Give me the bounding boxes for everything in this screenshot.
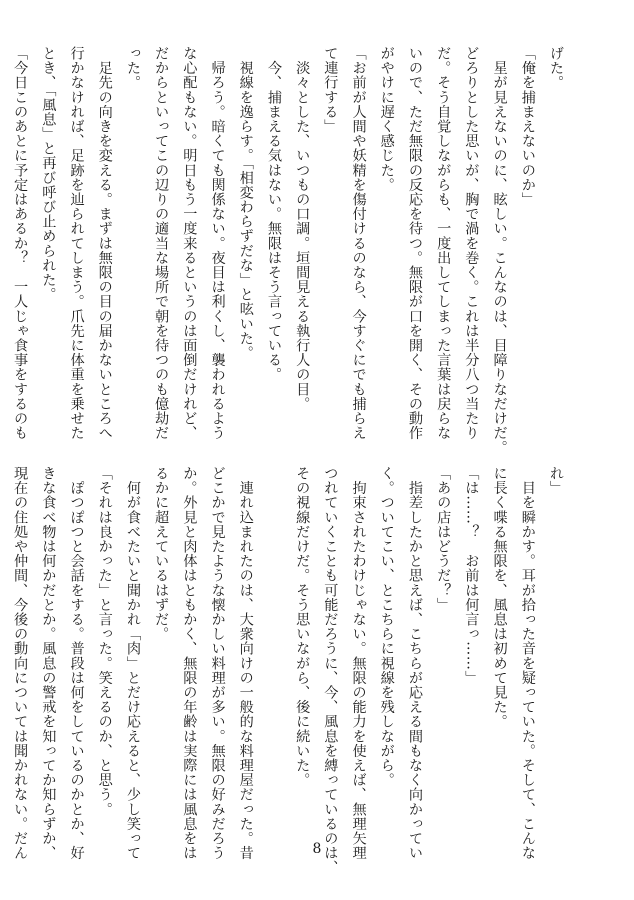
text-line: な心配もない。明日もう一度来るというのは面倒だけれど、 (181, 46, 198, 441)
text-line: げた。 (548, 46, 564, 90)
text-line (0, 466, 6, 846)
text-line: く。ついてこい、とこちらに視線を残しながら。 (378, 466, 395, 788)
text-line: 指差したかと思えば、こちらが応える間もなく向かってい (406, 466, 423, 861)
text-line: 「は……？ お前は何言っ……」 (463, 466, 480, 685)
text-line: 淡々とした、いつもの口調。垣間見える執行人の目。 (294, 46, 311, 411)
text-line: 「お前が人間や妖精を傷付けるのなら、今すぐにでも捕らえ (350, 46, 367, 441)
text-line: 「それは良かった」と言った。笑えるのか、と思う。 (96, 466, 113, 817)
text-line: 今、捕まえる気はない。無限はそう言っている。 (265, 46, 282, 382)
text-line: 星が見えないのに、眩しい。こんなのは、目障りなだけだ。 (491, 46, 508, 455)
text-line: 足先の向きを変える。まずは無限の目の届かないところへ (96, 46, 113, 441)
text-line: るかに超えているはずだ。 (153, 466, 170, 642)
text-line: て連行する」 (322, 46, 339, 134)
text-line: 「今日このあとに予定はあるか？ 一人じゃ食事をするのも (12, 46, 29, 441)
text-line: に長く喋る無限を、風息は初めて見た。 (491, 466, 508, 729)
text-line: 拘束されたわけじゃない。無限の能力を使えば、無理矢理 (350, 466, 367, 861)
text-line: きな食べ物は何かだとか。風息の警戒を知ってか知らずか、 (40, 466, 57, 861)
text-line: いので、ただ無限の反応を待つ。無限が口を開く、その動作 (406, 46, 423, 441)
text-line: 「俺を捕まえないのか」 (519, 46, 536, 207)
text-line: 「あの店はどうだ？」 (435, 466, 452, 612)
page-number: 8 (312, 841, 322, 857)
text-line: ぽつぽつと会話をする。普段は何をしているのかとか、好 (68, 466, 85, 861)
text-line: れ」 (548, 466, 564, 496)
text-block-upper (12, 46, 570, 455)
text-line: だ。そう自覚しながらも、一度出してしまった言葉は戻らな (435, 46, 452, 441)
text-line (0, 46, 6, 430)
text-line: どこかで見たような懐かしい料理が多い。無限の好みだろう (209, 466, 226, 861)
text-line: か。外見と肉体はともかく、無限の年齢は実際には風息をは (181, 466, 198, 861)
text-line: った。 (124, 46, 141, 90)
text-line: 視線を逸らす。「相変わらずだな」と呟いた。 (237, 46, 254, 361)
text-line: がやけに遅く感じた。 (378, 46, 395, 192)
text-line: 現在の住処や仲間、今後の動向については聞かれない。だん (12, 466, 29, 861)
text-line: 目を瞬かす。耳が拾った音を疑っていた。そして、こんな (519, 466, 536, 861)
text-block-lower (12, 466, 570, 875)
text-line (260, 466, 288, 846)
text-line: つれていくことも可能だろうに、今、風息を縛っているのは、 (322, 466, 339, 875)
text-line: どろりとした思いが、胸で渦を巻く。これは半分八つ当たり (463, 46, 480, 441)
text-line: だからといってこの辺りの適当な場所で朝を待つのも億劫だ (153, 46, 170, 441)
text-line: 連れ込まれたのは、大衆向けの一般的な料理屋だった。昔 (237, 466, 254, 861)
text-line: とき、「風息」と再び呼び止められた。 (40, 46, 57, 302)
text-line: 帰ろう。暗くても関係ない。夜目は利くし、襲われるよう (209, 46, 226, 441)
text-line: その視線だけだ。そう思いながら、後に続いた。 (294, 466, 311, 788)
text-line: 行かなければ、足跡を辿られてしまう。爪先に体重を乗せた (68, 46, 85, 441)
text-line: 何が食べたいと聞かれ「肉」とだけ応えると、少し笑って (124, 466, 141, 861)
